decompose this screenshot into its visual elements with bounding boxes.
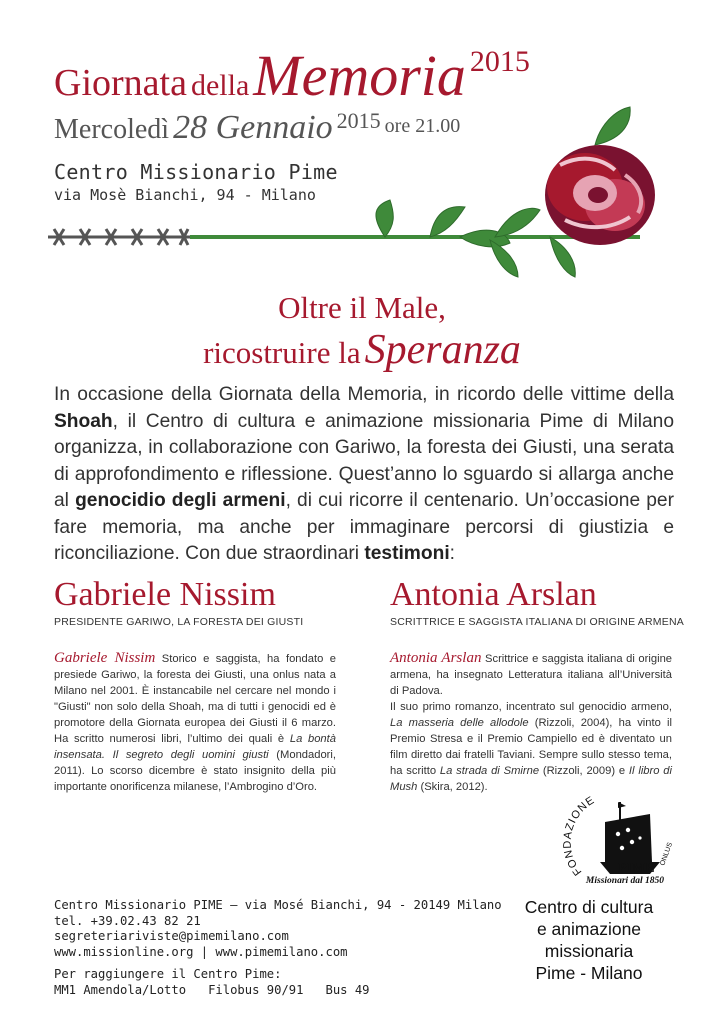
date-weekday: Mercoledì — [54, 114, 170, 145]
witness-2-book-title-2: La strada di Smirne — [439, 765, 540, 777]
title-year: 2015 — [469, 45, 530, 78]
title-word-giornata: Giornata — [54, 62, 187, 104]
subtitle-line-1: Oltre il Male, — [278, 290, 446, 325]
footer-contacts — [54, 898, 502, 998]
title-word-della: della — [190, 69, 250, 102]
witness-1-book-title: La bontà insensata. Il segreto degli uomini giusti — [54, 733, 336, 761]
intro-text-2: , il Centro di cultura e animazione missionaria Pime di Milano organizza, in collaborazione con Gariwo, la foresta dei Giusti, una serata di approfondimento e riflessione. Quest’anno lo sguardo si allarga anche al — [54, 410, 674, 511]
footer-center-line-3: missionaria — [544, 941, 634, 961]
subtitle-line-2 — [0, 326, 724, 374]
logo-arc-text: FONDAZIONE — [561, 794, 598, 878]
intro-paragraph — [54, 382, 674, 568]
rose-icon — [545, 145, 655, 245]
witness-2-bio — [390, 650, 672, 795]
witness-2-book-title-1: La masseria delle allodole — [390, 717, 529, 729]
witness-2-bio-text-2: Il suo primo romanzo, incentrato sul genocidio armeno, — [390, 701, 672, 713]
subtitle-speranza: Speranza — [364, 327, 521, 373]
footer-email-link[interactable]: segreteriariviste@pimemilano.com — [54, 929, 289, 943]
logo-onlus: ONLUS — [659, 841, 675, 867]
title-word-memoria: Memoria — [253, 43, 466, 108]
witness-2-name: Antonia Arslan — [390, 576, 597, 613]
intro-bold-testimoni: testimoni — [364, 543, 450, 564]
footer-phone: tel. +39.02.43 82 21 — [54, 913, 201, 928]
witness-2-bio-lead: Antonia Arslan — [390, 650, 482, 666]
footer-center-line-2: e animazione — [536, 919, 642, 939]
witness-2-role: SCRITTRICE E SAGGISTA ITALIANA DI ORIGINE ARMENA — [390, 616, 684, 628]
venue-address: via Mosè Bianchi, 94 - Milano — [54, 186, 316, 204]
witness-1-name: Gabriele Nissim — [54, 576, 276, 613]
barbed-wire-icon — [48, 229, 190, 245]
intro-bold-genocidio: genocidio degli armeni — [75, 490, 286, 511]
intro-text-3: , di cui ricorre il centenario. Un’occasione per fare memoria, ma anche per immaginare percorsi di giustizia e riconciliazione. Con due straordinari — [54, 490, 674, 564]
logo-tagline: Missionari dal 1850 — [585, 876, 665, 886]
subtitle-prefix: ricostruire la — [203, 335, 361, 370]
witness-2-bio-text-4: (Rizzoli, 2009) e — [539, 765, 629, 777]
witness-2-bio-text-3: (Rizzoli, 2004), ha vinto il Premio Stresa e il Premio Campiello ed è diventato un film diretto dai fratelli Taviani. Sempre sullo stesso tema, ha scritto — [390, 717, 672, 777]
date-year: 2015 — [336, 108, 381, 133]
rose-illustration — [40, 95, 680, 295]
witness-1-bio-lead: Gabriele Nissim — [54, 650, 156, 666]
footer-directions: MM1 Amendola/Lotto Filobus 90/91 Bus 49 — [54, 982, 370, 997]
witness-2-book-title-3: Il libro di Mush — [390, 765, 672, 793]
footer-center-line-4: Pime - Milano — [535, 963, 643, 983]
witness-1-bio — [54, 650, 336, 795]
footer-web-links[interactable]: www.missionline.org | www.pimemilano.com — [54, 944, 348, 959]
intro-bold-shoah: Shoah — [54, 410, 113, 432]
intro-text-4: : — [449, 543, 455, 564]
venue-name: Centro Missionario Pime — [54, 160, 338, 184]
intro-text-1: In occasione della Giornata della Memoria, in ricordo delle vittime della — [54, 384, 674, 405]
witness-1-bio-text: Storico e saggista, ha fondato e presiede Gariwo, la foresta dei Giusti, una onlus nata a Milano nel 2001. È instancabile nel cercare nel mondo i "Giusti" non solo della Shoah, ma di tutti i genocidi ed è promotore della Giornata europea dei Giusti il 6 marzo. Ha scritto numerosi libri, l’ultimo dei quali è — [54, 653, 336, 745]
witness-2-bio-text-5: (Skira, 2012). — [417, 781, 488, 793]
witness-1-role: PRESIDENTE GARIWO, LA FORESTA DEI GIUSTI — [54, 616, 304, 628]
footer-address: Centro Missionario PIME – via Mosé Bianchi, 94 - 20149 Milano — [54, 898, 502, 912]
witness-1-bio-text-2: (Mondadori, 2011). Lo scorso dicembre è stato insignito della più importante onorificenza milanese, l’Ambrogino d’Oro. — [54, 749, 336, 793]
footer-directions-title: Per raggiungere il Centro Pime: — [54, 967, 282, 981]
footer-center-line-1: Centro di cultura — [524, 897, 654, 917]
footer-center-name — [486, 896, 692, 984]
date-time: ore 21.00 — [384, 115, 461, 137]
logo-name: PIME — [618, 861, 655, 876]
date-day-month: 28 Gennaio — [173, 109, 333, 146]
witness-2-bio-text: Scrittrice e saggista italiana di origine armena, ha insegnato Letteratura italiana all’Università di Padova. — [390, 653, 673, 697]
